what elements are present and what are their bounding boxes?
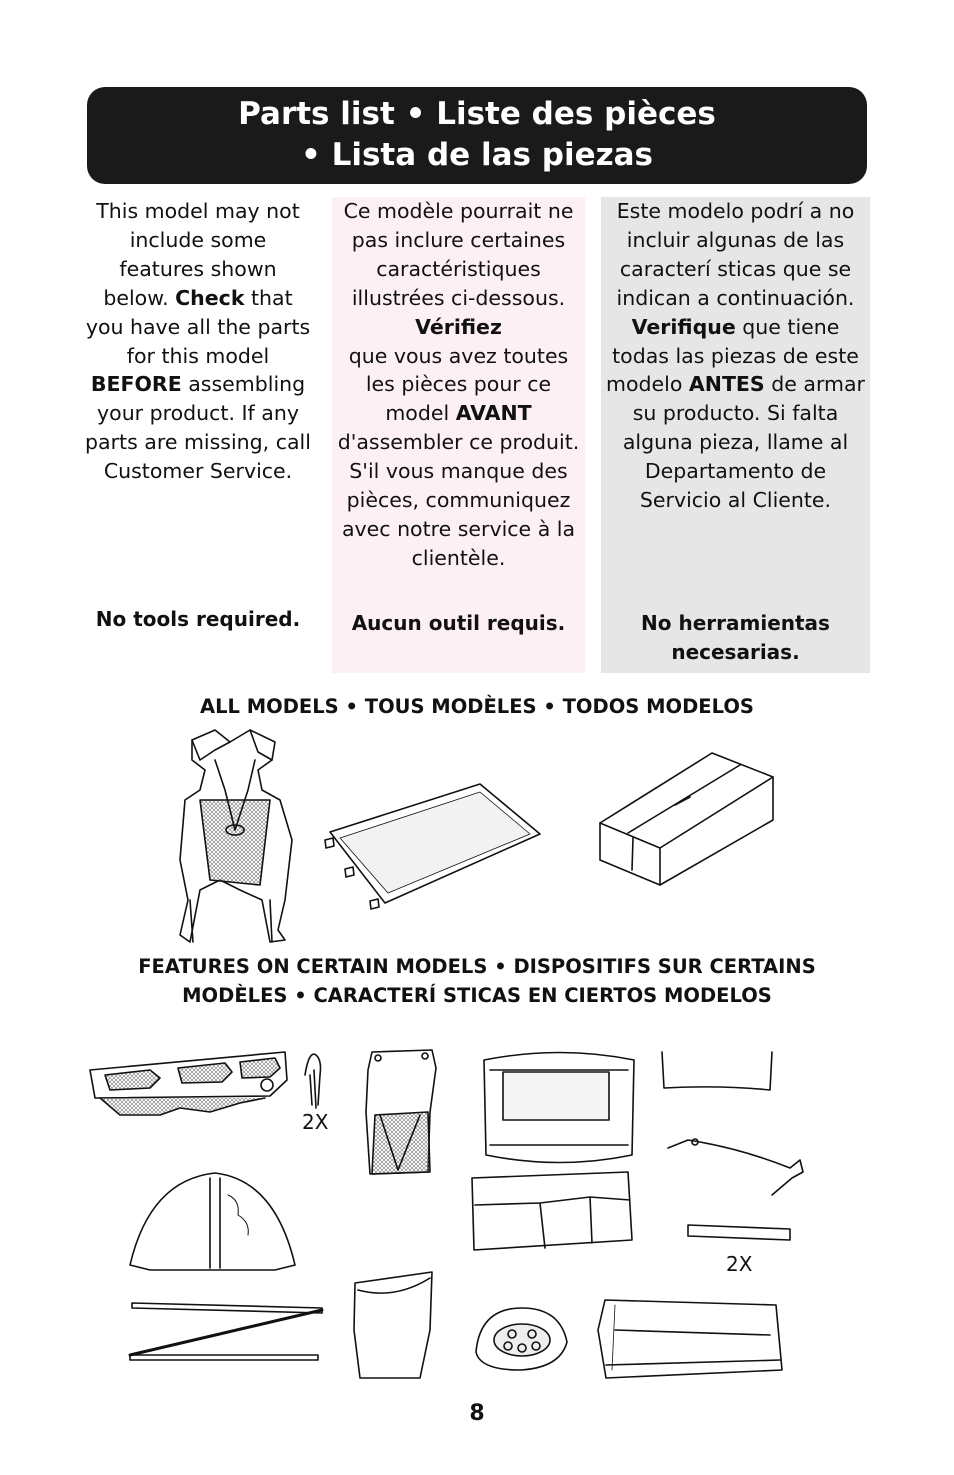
mattress-pad-illustration (325, 784, 540, 909)
spanish-text-2: que tiene todas las piezas de este modelo (606, 314, 859, 397)
page-number: 8 (469, 1401, 485, 1426)
bassinet-insert-illustration (598, 1300, 782, 1378)
storage-pockets-illustration (472, 1172, 632, 1250)
playard-fabric-illustration (180, 730, 292, 942)
english-text-1: This model may not include some features shown below. (96, 199, 300, 310)
bassinet-liner-illustration (484, 1053, 634, 1163)
spanish-text-1: Este modelo podrí a no incluir algunas de las caracterí sticas que se indican a continuación. (616, 199, 855, 310)
spanish-antes: ANTES (688, 372, 765, 397)
english-text-3: assembling your product. If any parts are missing, call Customer Service. (85, 372, 311, 484)
features-heading-line-2: MODÈLES • CARACTERÍ STICAS EN CIERTOS MODELOS (182, 984, 772, 1007)
french-no-tools: Aucun outil requis. (351, 611, 566, 635)
organizer-bag-illustration (366, 1050, 436, 1174)
spanish-text-3: de armar su producto. Si falta alguna pieza, llame al Departamento de Servicio al Cliente. (622, 372, 865, 513)
french-text-1: Ce modèle pourrait ne pas inclure certaines caractéristiques illustrées ci-dessous. (343, 199, 574, 310)
french-avant: AVANT (455, 401, 532, 426)
all-models-heading: ALL MODELS • TOUS MODÈLES • TODOS MODELOS (200, 695, 754, 718)
drawstring-bag-illustration (354, 1272, 432, 1378)
tubes-quantity-label: 2X (726, 1252, 753, 1276)
mobile-arm-illustration (668, 1139, 803, 1195)
canopy-rod-illustration (662, 1052, 772, 1090)
english-no-tools: No tools required. (95, 607, 301, 631)
carry-bag-illustration (600, 753, 773, 885)
hooks-illustration (305, 1054, 321, 1108)
spanish-verifique: Verifique (631, 314, 736, 339)
changing-table-illustration (90, 1052, 287, 1115)
title-line-2: • Lista de las piezas (300, 137, 654, 173)
canopy-illustration (130, 1173, 295, 1270)
english-check: Check (175, 285, 245, 310)
french-text-2: que vous avez toutes les pièces pour ce model (348, 343, 569, 426)
tubes-illustration (688, 1225, 790, 1240)
electronics-unit-illustration (476, 1308, 567, 1370)
english-before: BEFORE (90, 372, 182, 397)
spanish-no-tools: No herramientas necesarias. (641, 611, 830, 664)
french-verifiez: Vérifiez (415, 314, 502, 339)
hooks-quantity-label: 2X (302, 1110, 329, 1134)
title-line-1: Parts list • Liste des pièces (238, 96, 716, 132)
side-rails-illustration (130, 1303, 322, 1360)
features-heading-line-1: FEATURES ON CERTAIN MODELS • DISPOSITIFS SUR CERTAINS (138, 955, 816, 978)
french-text-3: d'assembler ce produit. S'il vous manque des pièces, communiquez avec notre service à la clientèle. (337, 430, 580, 570)
english-text-2: that you have all the parts for this model (85, 285, 311, 368)
